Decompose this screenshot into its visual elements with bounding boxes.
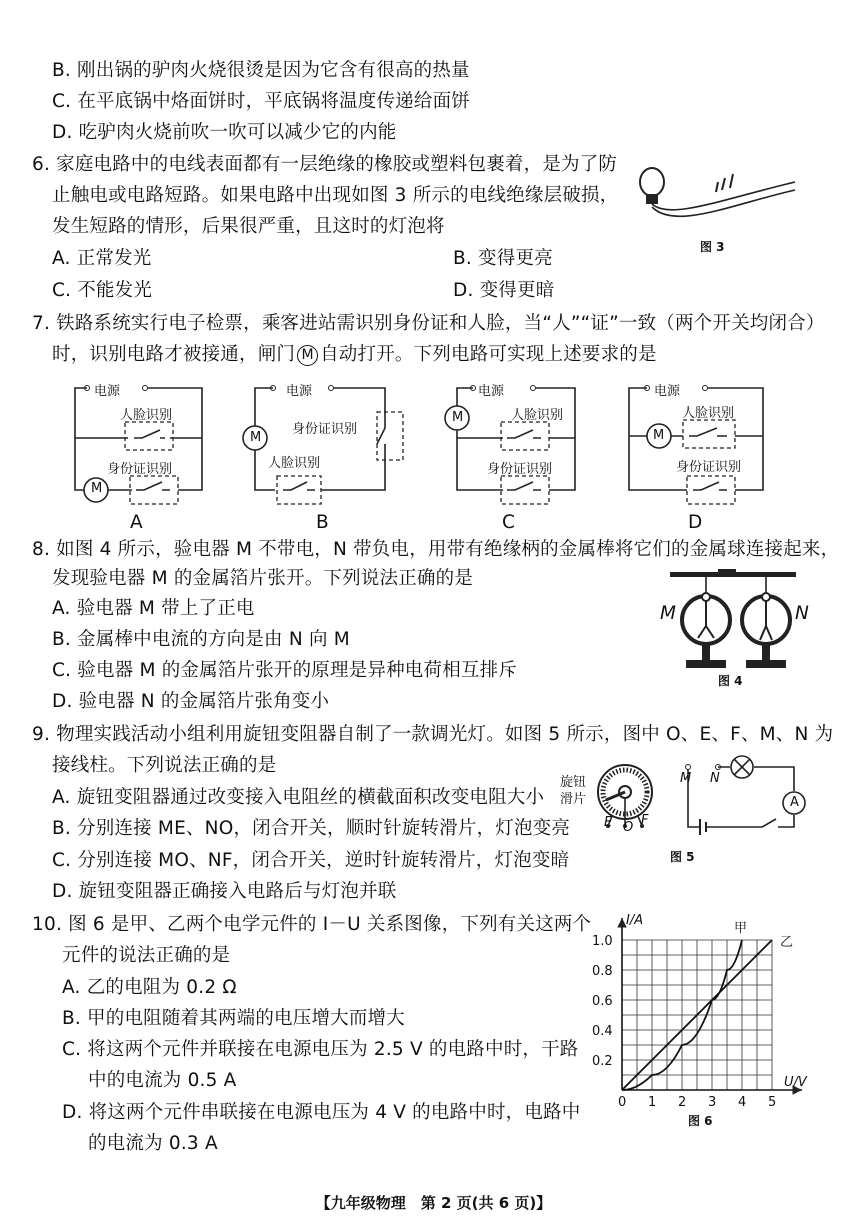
y-tick-label: 0.6 <box>592 994 613 1009</box>
circuit-c-label: C <box>502 512 516 533</box>
q10-option-d-line1: D. 将这两个元件串联接在电源电压为 4 V 的电路中时，电路中 <box>62 1102 581 1123</box>
q5-option-c: C. 在平底锅中烙面饼时，平底锅将温度传递给面饼 <box>52 91 470 112</box>
figure-4-caption: 图 4 <box>718 674 743 688</box>
terminal-n-label: N <box>710 771 720 786</box>
q7-stem-part1: 时，识别电路才被接通，闸门 <box>52 344 296 365</box>
q8-stem-line1: 8. 如图 4 所示，验电器 M 不带电，N 带负电，用带有绝缘柄的金属棒将它们的金属球连接起来， <box>32 539 840 560</box>
y-tick-label: 0.2 <box>592 1054 613 1069</box>
circuit-b-power-label: 电源 <box>286 384 313 399</box>
figure-3-caption: 图 3 <box>700 240 725 254</box>
q7-stem-line2 <box>52 343 657 367</box>
x-tick-label: 1 <box>648 1095 657 1110</box>
x-axis-label: U/V <box>784 1075 807 1090</box>
q9-stem-line1: 9. 物理实践活动小组利用旋钮变阻器自制了一款调光灯。如图 5 所示，图中 O、E、F、M、N 为 <box>32 724 834 745</box>
q6-stem-line1: 6. 家庭电路中的电线表面都有一层绝缘的橡胶或塑料包裹着，是为了防 <box>32 154 618 175</box>
q10-option-b: B. 甲的电阻随着其两端的电压增大而增大 <box>62 1008 405 1029</box>
circuit-d-motor-symbol: M <box>653 428 665 443</box>
x-tick-label: 3 <box>708 1095 717 1110</box>
circuit-b-motor-symbol: M <box>250 430 262 445</box>
circuit-c-face-label: 人脸识别 <box>511 408 564 423</box>
circuit-d <box>625 380 775 510</box>
electroscope-m-label: M <box>660 603 677 624</box>
series-label-yi: 乙 <box>780 935 794 950</box>
q7-stem-line1: 7. 铁路系统实行电子检票，乘客进站需识别身份证和人脸，当“人”“证”一致（两个开关均闭合） <box>32 313 825 334</box>
x-tick-label: 0 <box>618 1095 627 1110</box>
q6-option-d: D. 变得更暗 <box>453 280 555 301</box>
x-tick-label: 4 <box>738 1095 747 1110</box>
y-tick-label: 1.0 <box>592 934 613 949</box>
circuit-c-id-label: 身份证识别 <box>487 462 553 477</box>
q10-stem-line2: 元件的说法正确的是 <box>62 945 231 966</box>
q8-option-a: A. 验电器 M 带上了正电 <box>52 598 255 619</box>
terminal-e-label: E <box>604 815 613 830</box>
x-tick-label: 5 <box>768 1095 777 1110</box>
circuit-b-label: B <box>316 512 329 533</box>
y-tick-label: 0.8 <box>592 964 613 979</box>
terminal-o-label: O <box>623 820 634 835</box>
q8-option-c: C. 验电器 M 的金属箔片张开的原理是异种电荷相互排斥 <box>52 660 518 681</box>
terminal-f-label: F <box>641 813 649 828</box>
figure-3-broken-wire <box>630 160 800 240</box>
q7-stem-part2: 自动打开。下列电路可实现上述要求的是 <box>320 344 657 365</box>
circuit-b-face-label: 人脸识别 <box>268 456 321 471</box>
q10-option-c-line1: C. 将这两个元件并联接在电源电压为 2.5 V 的电路中时，干路 <box>62 1039 579 1060</box>
circuit-a-face-label: 人脸识别 <box>120 408 173 423</box>
gate-motor-symbol: M <box>297 345 318 366</box>
slider-label: 滑片 <box>560 792 587 807</box>
knob-label: 旋钮 <box>560 775 587 790</box>
q8-option-d: D. 验电器 N 的金属箔片张角变小 <box>52 691 330 712</box>
ammeter-symbol: A <box>790 795 799 810</box>
circuit-c-power-label: 电源 <box>478 384 505 399</box>
figure-5-circuit <box>670 755 805 835</box>
page-footer: 【九年级物理 第 2 页(共 6 页)】 <box>315 1194 552 1212</box>
circuit-a-id-label: 身份证识别 <box>107 462 173 477</box>
q10-stem-line1: 10. 图 6 是甲、乙两个电学元件的 I－U 关系图像，下列有关这两个 <box>32 914 592 935</box>
iu-graph-chart <box>590 905 815 1135</box>
circuit-d-face-label: 人脸识别 <box>682 406 735 421</box>
x-tick-label: 2 <box>678 1095 687 1110</box>
q6-option-a: A. 正常发光 <box>52 248 152 269</box>
q9-option-d: D. 旋钮变阻器正确接入电路后与灯泡并联 <box>52 881 397 902</box>
circuit-c <box>445 380 590 510</box>
figure-4-electroscopes <box>668 568 798 673</box>
y-tick-label: 0.4 <box>592 1024 613 1039</box>
q9-stem-line2: 接线柱。下列说法正确的是 <box>52 755 277 776</box>
terminal-m-label: M <box>680 771 692 786</box>
circuit-a-power-label: 电源 <box>94 384 121 399</box>
figure-5-caption: 图 5 <box>670 850 695 864</box>
y-axis-label: I/A <box>626 913 644 928</box>
q9-option-c: C. 分别连接 MO、NF，闭合开关，逆时针旋转滑片，灯泡变暗 <box>52 850 570 871</box>
electroscope-n-label: N <box>795 603 810 624</box>
circuit-c-motor-symbol: M <box>452 410 464 425</box>
circuit-b <box>245 380 415 510</box>
q10-option-d-line2: 的电流为 0.3 A <box>88 1133 218 1154</box>
q5-option-d: D. 吃驴肉火烧前吹一吹可以减少它的内能 <box>52 122 397 143</box>
circuit-d-label: D <box>688 512 703 533</box>
circuit-a-label: A <box>130 512 143 533</box>
series-label-jia: 甲 <box>734 921 748 936</box>
figure-6-caption: 图 6 <box>688 1114 713 1128</box>
q10-option-a: A. 乙的电阻为 0.2 Ω <box>62 977 237 998</box>
q8-stem-line2: 发现验电器 M 的金属箔片张开。下列说法正确的是 <box>52 568 474 589</box>
q6-option-c: C. 不能发光 <box>52 280 153 301</box>
circuit-a-motor-symbol: M <box>91 481 103 496</box>
circuit-b-id-label: 身份证识别 <box>292 422 358 437</box>
q8-option-b: B. 金属棒中电流的方向是由 N 向 M <box>52 629 350 650</box>
circuit-d-id-label: 身份证识别 <box>676 460 742 475</box>
q6-stem-line2: 止触电或电路短路。如果电路中出现如图 3 所示的电线绝缘层破损， <box>52 185 619 206</box>
q5-option-b: B. 刚出锅的驴肉火烧很烫是因为它含有很高的热量 <box>52 60 470 81</box>
q9-option-b: B. 分别连接 ME、NO，闭合开关，顺时针旋转滑片，灯泡变亮 <box>52 818 571 839</box>
q10-option-c-line2: 中的电流为 0.5 A <box>88 1070 237 1091</box>
q9-option-a: A. 旋钮变阻器通过改变接入电阻丝的横截面积改变电阻大小 <box>52 787 545 808</box>
circuit-d-power-label: 电源 <box>654 384 681 399</box>
q6-option-b: B. 变得更亮 <box>453 248 553 269</box>
q6-stem-line3: 发生短路的情形，后果很严重，且这时的灯泡将 <box>52 216 445 237</box>
